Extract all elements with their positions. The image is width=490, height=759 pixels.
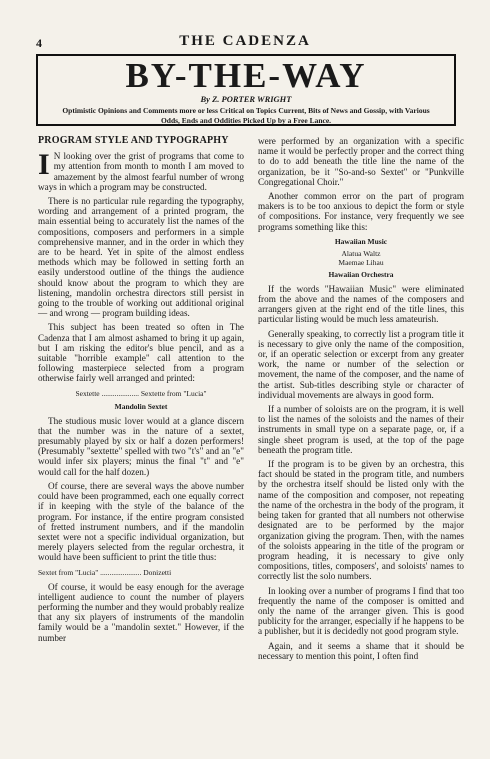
paragraph: Of course, it would be easy enough for the average intelligent audience to count the number of players performing the number and they would probably realize that any six players of instruments of the mandolin family would be a "mandolin sextet." However, if the number <box>38 581 244 643</box>
tagline: Optimistic Opinions and Comments more or less Critical on Topics Current, Bits of News and Gossip, with Various Odds, Ends and Oddities Picked Up by a Free Lance. <box>62 106 430 125</box>
column-header-box <box>36 54 456 126</box>
paragraph: I N looking over the grist of programs that come to my attention from month to month I am moved to amazement by the almost fearful number of wrong ways in which a program may be constructed. <box>38 148 244 192</box>
page-number: 4 <box>36 36 42 50</box>
program-example: Sextette .................... Sextette from "Lucia" Mandolin Sextet <box>75 388 207 411</box>
left-column <box>38 136 244 647</box>
paragraph: Again, and it seems a shame that it should be necessary to mention this point, I often find <box>258 640 464 661</box>
drop-cap: I <box>38 148 50 182</box>
paragraph: This subject has been treated so often in The Cadenza that I am almost ashamed to bring it up again, but I am risking the editor's blue pencil, and as a suitable "horrible example" call attention to the following masterpiece selected from a program otherwise fairly well arranged and printed: <box>38 322 244 384</box>
running-head: THE CADENZA <box>179 33 311 49</box>
program-example: Sextet from "Lucia" ...................... Donizetti <box>38 567 172 577</box>
program-example: Hawaiian Music Alatua Waltz Maemae Lihau Hawaiian Orchestra <box>328 236 394 279</box>
paragraph: Generally speaking, to correctly list a program title it is necessary to give only the name of the composition, or, if an operatic selection or excerpt from any greater work, the name or number of the selection or movement, the name of the composer, and the name of the artist. Sub-titles describing style or character of individual movements are always in good form. <box>258 328 464 400</box>
paragraph: There is no particular rule regarding the typography, wording and arrangement of a printed program, the main essential being to accurately list the names of the compositions, composers and performers in a simple comprehensive manner, and in the order in which they are to be heard. Yet in spite of the almost endless methods which may be followed in setting forth an easily understood outline of the things the audience should know about the program to which they are listening, mandolin orchestra directors still persist in going to the trouble of working out additional original — and wrong — program building ideas. <box>38 196 244 319</box>
column-title: BY-THE-WAY <box>125 56 367 95</box>
paragraph: Another common error on the part of program makers is to be too anxious to depict the form or style of compositions. For instance, very frequently we see programs something like this: <box>258 191 464 232</box>
paragraph: In looking over a number of programs I find that too frequently the name of the composer is omitted and only the name of the arranger given. This is good publicity for the arranger, especially if he happens to be a publisher, but it is decidedly not good program style. <box>258 585 464 637</box>
paragraph: If the program is to be given by an orchestra, this fact should be stated in the program title, and numbers by the orchestra itself should be listed only with the name of the composition and composer, not repeating the name of the orchestra in the body of the program, it being taken for granted that all numbers not otherwise designated are to be performed by the major organization giving the program. Then, with the names of the soloists appearing in the title of the program or program heading, it is necessary to give only compositions, titles, composers', and soloists' names to correctly list the solo numbers. <box>258 459 464 582</box>
paragraph: If a number of soloists are on the program, it is well to list the names of the soloists and the names of their instruments in small type on a separate page, or, if a single sheet program is used, at the top of the page beneath the program title. <box>258 404 464 455</box>
byline: By Z. PORTER WRIGHT <box>200 94 292 104</box>
paragraph: If the words "Hawaiian Music" were eliminated from the above and the names of the composers and arrangers given at the right end of the title lines, this particular listing would be much less amateurish. <box>258 283 464 325</box>
right-column <box>258 136 464 665</box>
paragraph: were performed by an organization with a specific name it would be perfectly proper and the correct thing to do to add beneath the title line the name of the organization, be it "So-and-so Sextet" or "Punkville Congregational Choir." <box>258 136 464 187</box>
paragraph: Of course, there are several ways the above number could have been programmed, each one equally correct if in keeping with the style of the balance of the program. For instance, if the entire program consisted of fretted instrument numbers, and if the mandolin sextet were not a specific individual organization, but merely players selected from the regular orchestra, it would have been sufficient to print the title thus: <box>38 480 244 563</box>
article-heading: PROGRAM STYLE AND TYPOGRAPHY <box>38 135 229 146</box>
paragraph: The studious music lover would at a glance discern that the number was in the nature of a sextet, presumably played by six or half a dozen performers! (Presumably "sextette" spelled with two "t's" and an "e" would infer six players; minus the final "t" and "e" would call for the half dozen.) <box>38 415 244 477</box>
